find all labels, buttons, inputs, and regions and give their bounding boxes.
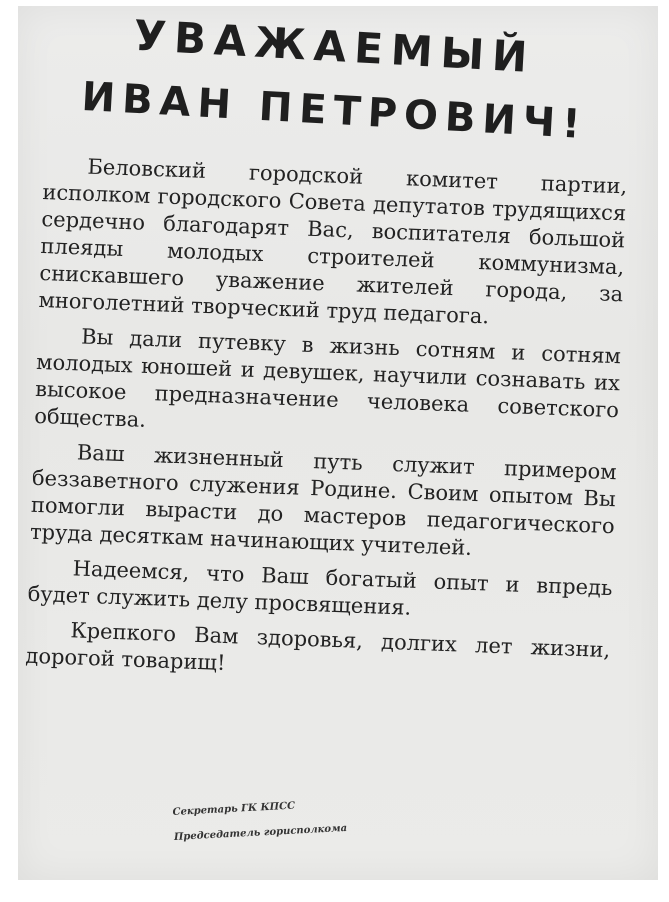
paragraph-wishes: Крепкого Вам здоровья, долгих лет жизни, дорогой товарищ!	[25, 618, 611, 675]
paragraph-life-path: Ваш жизненный путь служит примером беззаветного служения Родине. Своим опытом Вы помогли вырасти до мастеров педагогического труда десяткам начинающих учителей.	[29, 440, 618, 560]
signature-party-secretary: Секретарь ГК КПСС	[172, 800, 296, 818]
paragraph-students: Вы дали путевку в жизнь сотням и сотням молодых юношей и девушек, научили сознавать их высокое предназначение человека советского общества.	[33, 324, 622, 432]
signature-executive-chairman: Председатель горисполкома	[173, 822, 348, 843]
paragraph-gratitude: Беловский городской комитет партии, исполком городского Совета депутатов трудящихся сердечно благодарят Вас, воспитателя большой плеяды молодых строителей коммунизма, снискавшего уважение жителей города, за многолетний творческий труд педагога.	[38, 154, 628, 329]
signature-block	[172, 791, 348, 850]
salutation-line-2: ИВАН ПЕТРОВИЧ!	[80, 73, 589, 149]
paragraph-hope: Надеемся, что Ваш богатый опыт и впредь будет служить делу просвящения.	[27, 556, 613, 620]
letter-body	[25, 152, 628, 699]
salutation-line-1: УВАЖАЕМЫЙ	[132, 10, 537, 83]
